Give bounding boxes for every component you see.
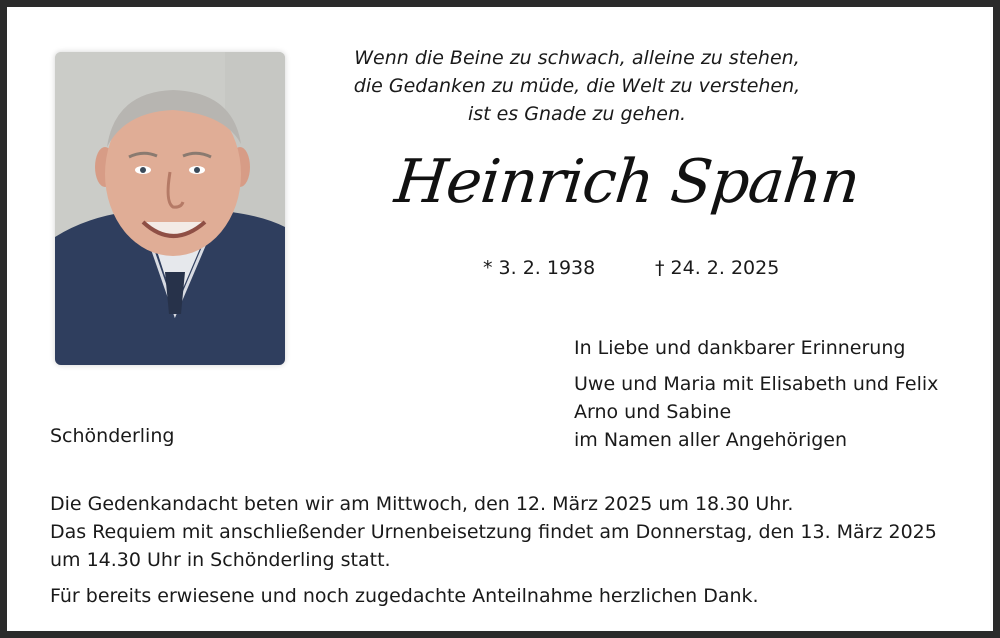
dedication-line: In Liebe und dankbarer Erinnerung	[574, 337, 906, 359]
mourners-block	[574, 334, 938, 454]
service-notice	[50, 490, 970, 610]
deceased-name: Heinrich Spahn	[391, 147, 863, 217]
poem	[327, 44, 827, 128]
death-date: † 24. 2. 2025	[655, 257, 780, 279]
poem-line-1: Wenn die Beine zu schwach, alleine zu stehen,	[354, 47, 800, 69]
mourners-line-2: Arno und Sabine	[574, 401, 732, 423]
notice-line-2: Das Requiem mit anschließender Urnenbeisetzung findet am Donnerstag, den 13. März 2025	[50, 521, 937, 543]
portrait-photo	[55, 52, 285, 365]
birth-date: * 3. 2. 1938	[483, 257, 596, 279]
notice-line-1: Die Gedenkandacht beten wir am Mittwoch, den 12. März 2025 um 18.30 Uhr.	[50, 493, 794, 515]
place-name: Schönderling	[50, 425, 175, 447]
notice-line-3: um 14.30 Uhr in Schönderling statt.	[50, 549, 391, 571]
thanks-line: Für bereits erwiesene und noch zugedachte Anteilnahme herzlichen Dank.	[50, 585, 759, 607]
mourners-line-3: im Namen aller Angehörigen	[574, 429, 848, 451]
poem-line-2: die Gedanken zu müde, die Welt zu verstehen,	[353, 75, 801, 97]
mourners-line-1: Uwe und Maria mit Elisabeth und Felix	[574, 373, 939, 395]
poem-line-3: ist es Gnade zu gehen.	[467, 103, 687, 125]
